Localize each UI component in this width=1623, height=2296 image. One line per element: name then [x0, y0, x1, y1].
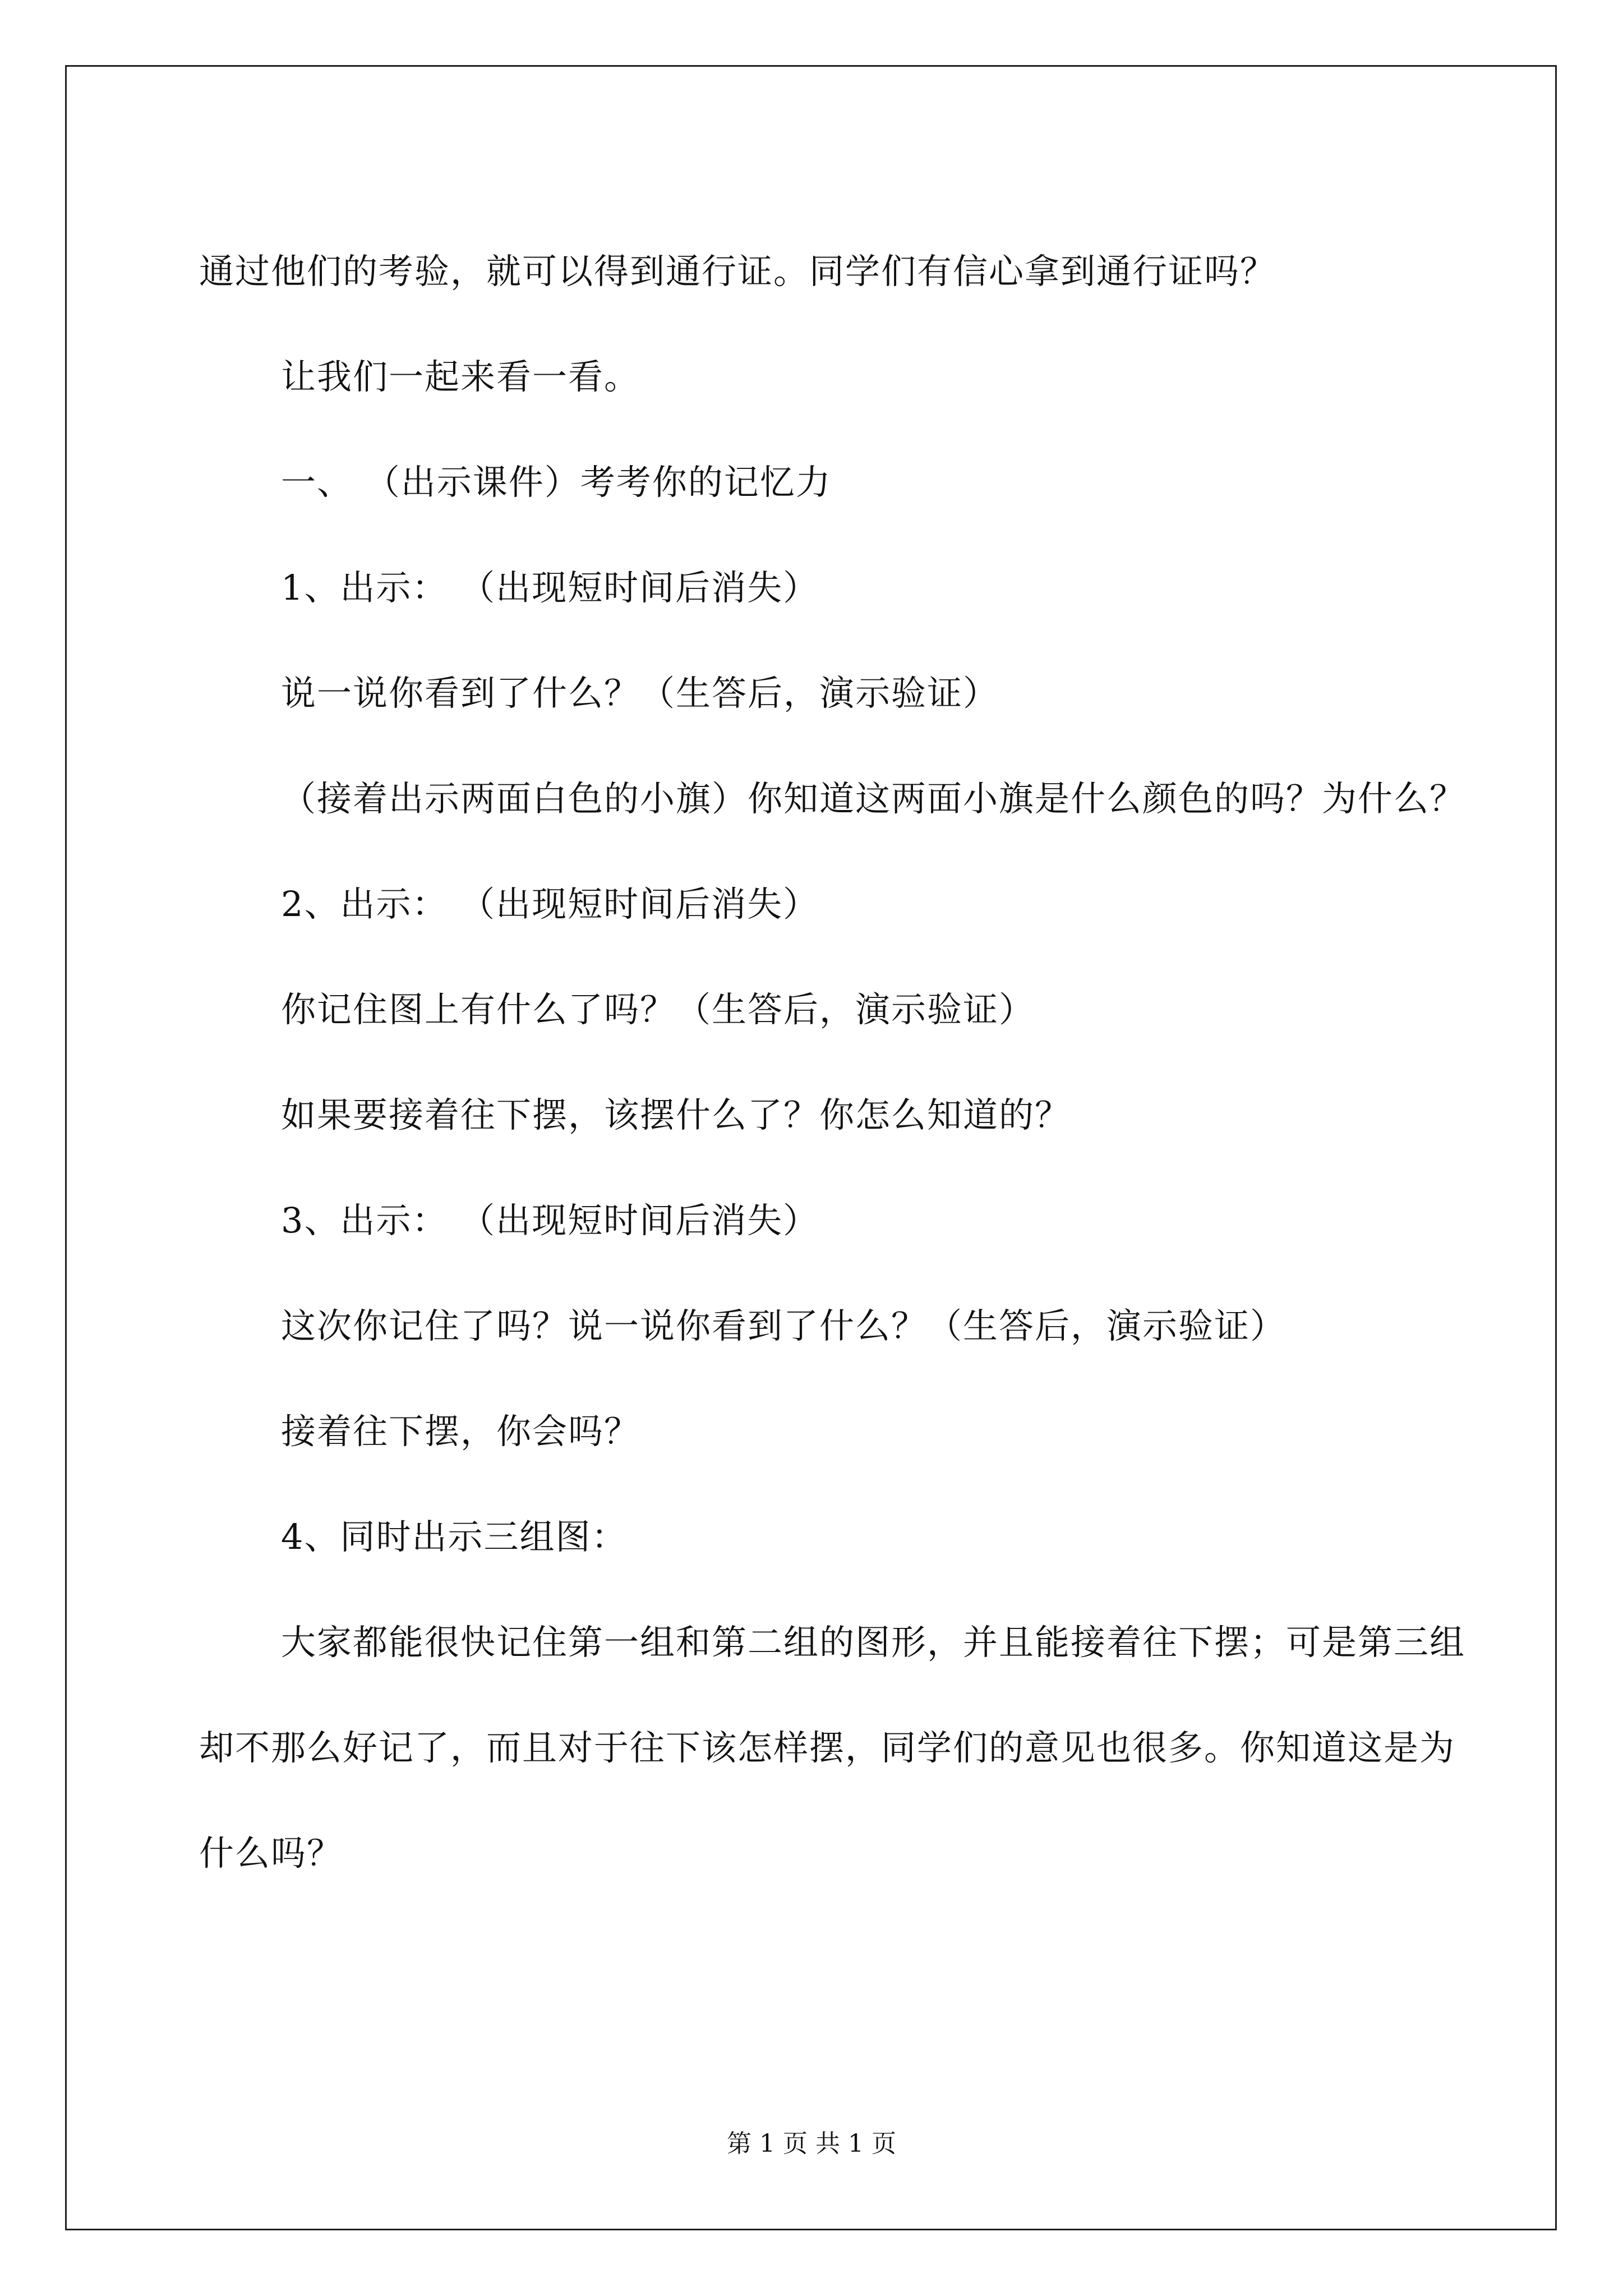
paragraph-1: 通过他们的考验，就可以得到通行证。同学们有信心拿到通行证吗？ [199, 251, 1276, 292]
paragraph-12: 接着往下摆，你会吗？ [281, 1411, 640, 1452]
paragraph-11: 这次你记住了吗？说一说你看到了什么？（生答后，演示验证） [281, 1305, 1287, 1346]
paragraph-9: 如果要接着往下摆，该摆什么了？你怎么知道的？ [281, 1094, 1071, 1135]
document-body [199, 219, 1472, 1906]
paragraph-14: 大家都能很快记住第一组和第二组的图形，并且能接着往下摆；可是第三组却不那么好记了，而且对于往下该怎样摆，同学们的意见也很多。你知道这是为什么吗？ [199, 1622, 1466, 1874]
paragraph-8: 你记住图上有什么了吗？（生答后，演示验证） [281, 989, 1035, 1030]
paragraph-2: 让我们一起来看一看。 [281, 356, 640, 397]
paragraph-4: 1、出示： （出现短时间后消失） [281, 567, 819, 608]
paragraph-6: （接着出示两面白色的小旗）你知道这两面小旗是什么颜色的吗？为什么？ [281, 778, 1466, 819]
paragraph-7: 2、出示： （出现短时间后消失） [281, 884, 819, 924]
paragraph-5: 说一说你看到了什么？（生答后，演示验证） [281, 673, 999, 714]
paragraph-3: 一、 （出示课件）考考你的记忆力 [281, 462, 832, 503]
paragraph-10: 3、出示： （出现短时间后消失） [281, 1200, 819, 1241]
page-footer: 第 1 页 共 1 页 [727, 2129, 896, 2158]
paragraph-13: 4、同时出示三组图： [281, 1516, 628, 1557]
